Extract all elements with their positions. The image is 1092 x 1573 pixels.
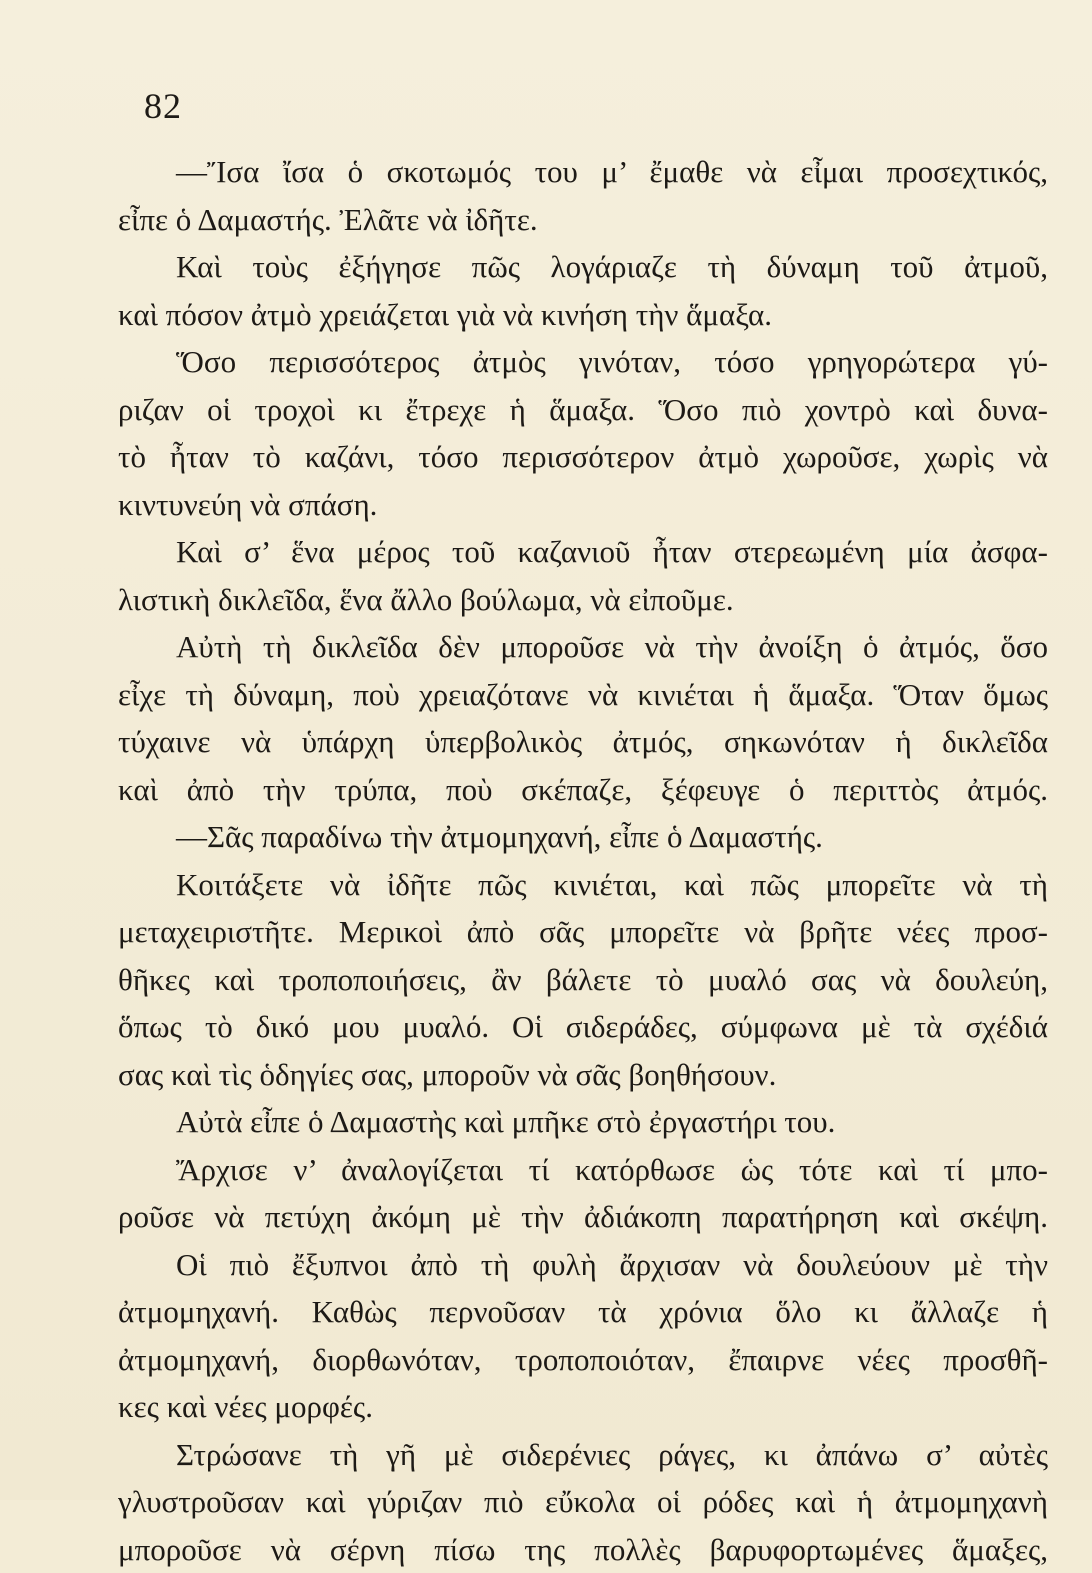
text-line: μεταχειριστῆτε. Μερικοὶ ἀπὸ σᾶς μπορεῖτε νὰ βρῆτε νέες προσ- <box>118 908 1048 956</box>
body-text <box>118 148 1048 1573</box>
text-line: κες καὶ νέες μορφές. <box>118 1383 1048 1431</box>
text-line: Καὶ σ’ ἕνα μέρος τοῦ καζανιοῦ ἦταν στερεωμένη μία ἀσφα- <box>118 528 1048 576</box>
text-line: γλυστροῦσαν καὶ γύριζαν πιὸ εὔκολα οἱ ρόδες καὶ ἡ ἀτμομηχανὴ <box>118 1478 1048 1526</box>
text-line: εἶπε ὁ Δαμαστής. Ἐλᾶτε νὰ ἰδῆτε. <box>118 196 1048 244</box>
text-line: ἀτμομηχανή. Καθὼς περνοῦσαν τὰ χρόνια ὅλο κι ἄλλαζε ἡ <box>118 1288 1048 1336</box>
text-line: Κοιτάξετε νὰ ἰδῆτε πῶς κινιέται, καὶ πῶς μπορεῖτε νὰ τὴ <box>118 861 1048 909</box>
text-line: καὶ πόσον ἀτμὸ χρειάζεται γιὰ νὰ κινήση τὴν ἅμαξα. <box>118 291 1048 339</box>
text-line: Οἱ πιὸ ἔξυπνοι ἀπὸ τὴ φυλὴ ἄρχισαν νὰ δουλεύουν μὲ τὴν <box>118 1241 1048 1289</box>
text-line: λιστικὴ δικλεῖδα, ἕνα ἄλλο βούλωμα, νὰ εἰποῦμε. <box>118 576 1048 624</box>
text-line: τὸ ἦταν τὸ καζάνι, τόσο περισσότερον ἀτμὸ χωροῦσε, χωρὶς νὰ <box>118 433 1048 481</box>
text-line: Αὐτὰ εἶπε ὁ Δαμαστὴς καὶ μπῆκε στὸ ἐργαστήρι του. <box>118 1098 1048 1146</box>
text-line: —Ἴσα ἴσα ὁ σκοτωμός του μ’ ἔμαθε νὰ εἶμαι προσεχτικός, <box>118 148 1048 196</box>
text-line: Στρώσανε τὴ γῆ μὲ σιδερένιες ράγες, κι ἀπάνω σ’ αὐτὲς <box>118 1431 1048 1479</box>
text-line: ὅπως τὸ δικό μου μυαλό. Οἱ σιδεράδες, σύμφωνα μὲ τὰ σχέδιά <box>118 1003 1048 1051</box>
text-line: θῆκες καὶ τροποποιήσεις, ἂν βάλετε τὸ μυαλό σας νὰ δουλεύη, <box>118 956 1048 1004</box>
text-line: ἀτμομηχανή, διορθωνόταν, τροποποιόταν, ἔπαιρνε νέες προσθῆ- <box>118 1336 1048 1384</box>
text-line: Ἄρχισε ν’ ἀναλογίζεται τί κατόρθωσε ὡς τότε καὶ τί μπο- <box>118 1146 1048 1194</box>
text-line: καὶ ἀπὸ τὴν τρύπα, ποὺ σκέπαζε, ξέφευγε ὁ περιττὸς ἀτμός. <box>118 766 1048 814</box>
text-line: ριζαν οἱ τροχοὶ κι ἔτρεχε ἡ ἅμαξα. Ὅσο πιὸ χοντρὸ καὶ δυνα- <box>118 386 1048 434</box>
text-line: Αὐτὴ τὴ δικλεῖδα δὲν μποροῦσε νὰ τὴν ἀνοίξη ὁ ἀτμός, ὅσο <box>118 623 1048 671</box>
page-number: 82 <box>144 84 182 128</box>
text-line: μποροῦσε νὰ σέρνη πίσω της πολλὲς βαρυφορτωμένες ἅμαξες, <box>118 1526 1048 1573</box>
text-line: εἶχε τὴ δύναμη, ποὺ χρειαζότανε νὰ κινιέται ἡ ἅμαξα. Ὅταν ὅμως <box>118 671 1048 719</box>
text-line: Καὶ τοὺς ἐξήγησε πῶς λογάριαζε τὴ δύναμη τοῦ ἀτμοῦ, <box>118 243 1048 291</box>
text-line: τύχαινε νὰ ὑπάρχη ὑπερβολικὸς ἀτμός, σηκωνόταν ἡ δικλεῖδα <box>118 718 1048 766</box>
text-line: —Σᾶς παραδίνω τὴν ἀτμομηχανή, εἶπε ὁ Δαμαστής. <box>118 813 1048 861</box>
text-line: ροῦσε νὰ πετύχη ἀκόμη μὲ τὴν ἀδιάκοπη παρατήρηση καὶ σκέψη. <box>118 1193 1048 1241</box>
text-line: κιντυνεύη νὰ σπάση. <box>118 481 1048 529</box>
text-line: Ὅσο περισσότερος ἀτμὸς γινόταν, τόσο γρηγορώτερα γύ- <box>118 338 1048 386</box>
text-line: σας καὶ τὶς ὁδηγίες σας, μποροῦν νὰ σᾶς βοηθήσουν. <box>118 1051 1048 1099</box>
